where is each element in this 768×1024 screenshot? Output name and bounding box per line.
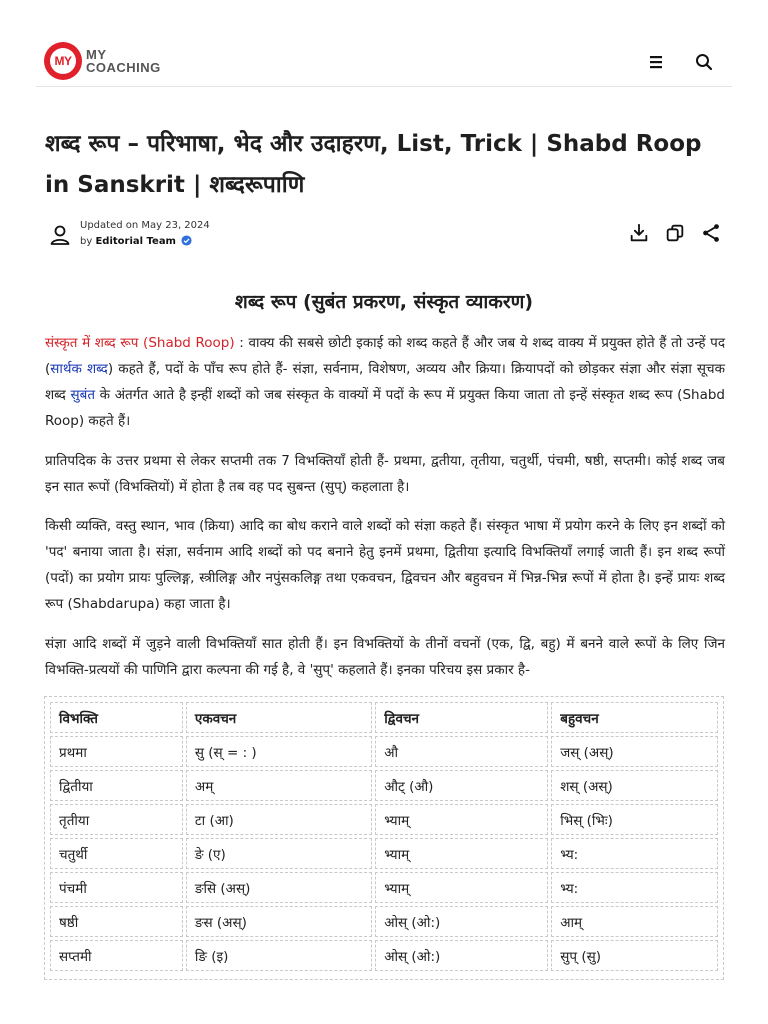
- share-icon[interactable]: [700, 222, 722, 244]
- table-cell: शस् (अस्): [551, 770, 718, 801]
- table-cell: भ्य:: [551, 872, 718, 903]
- search-icon[interactable]: [692, 50, 716, 74]
- table-cell: टा (आ): [186, 804, 372, 835]
- article-meta: [48, 218, 210, 252]
- sup-paragraph: संज्ञा आदि शब्दों में जुड़ने वाली विभक्तियाँ सात होती हैं। इन विभक्तियों के तीनों वचनों (एक, द्वि, बहु) में बनने वाले रूपों के लिए जिन विभक्ति-प्रत्ययों की पाणिनि द्वारा कल्पना की गई है, वे 'सुप्' कहलाते हैं। इनका परिचय इस प्रकार है-: [45, 636, 725, 678]
- author-name[interactable]: Editorial Team: [95, 236, 176, 247]
- table-cell: सु (स् = : ): [186, 736, 372, 767]
- table-cell: भ्याम्: [375, 838, 548, 869]
- table-cell: तृतीया: [50, 804, 183, 835]
- table-cell: सुप् (सु): [551, 940, 718, 971]
- intro-text-b: ) कहते हैं, पदों के पाँच रूप होते हैं- संज्ञा, सर्वनाम, विशेषण, अव्यय और क्रिया। क्रियापदों को छोड़कर संज्ञा और संज्ञा सूचक शब्द: [45, 361, 725, 403]
- section-heading: शब्द रूप (सुबंत प्रकरण, संस्कृत व्याकरण): [234, 291, 534, 313]
- table-row: [50, 838, 718, 869]
- article-actions: [628, 222, 722, 244]
- table-cell: औ: [375, 736, 548, 767]
- table-cell: ओस् (ओ:): [375, 906, 548, 937]
- meta-text: [80, 218, 210, 252]
- table-cell: अम्: [186, 770, 372, 801]
- table-cell: आम्: [551, 906, 718, 937]
- table-cell: सप्तमी: [50, 940, 183, 971]
- logo-line-2: COACHING: [86, 60, 161, 75]
- table-cell: जस् (अस्): [551, 736, 718, 767]
- updated-date: Updated on May 23, 2024: [80, 220, 210, 231]
- table-cell: द्वितीया: [50, 770, 183, 801]
- table-header-row: [50, 702, 718, 733]
- table-row: [50, 736, 718, 767]
- table-row: [50, 804, 718, 835]
- vibhakti-paragraph: प्रातिपदिक के उत्तर प्रथमा से लेकर सप्तमी तक 7 विभक्तियाँ होती हैं- प्रथमा, द्वतीया, तृतीया, चतुर्थी, पंचमी, षष्ठी, सप्तमी। कोई शब्द जब इन सात रूपों (विभक्तियों) में होता है तब वह पद सुबन्त (सुप्) कहलाता है।: [45, 453, 725, 495]
- site-header: [36, 38, 732, 87]
- intro-paragraph: [45, 330, 725, 434]
- link-subant[interactable]: सुबंत: [70, 387, 96, 403]
- table-cell: ङि (इ): [186, 940, 372, 971]
- logo-mark: [44, 42, 82, 80]
- table-row: [50, 872, 718, 903]
- logo-line-1: MY: [86, 47, 107, 62]
- table-header-cell: एकवचन: [186, 702, 372, 733]
- intro-text-a: : वाक्य की सबसे छोटी इकाई को शब्द कहते हैं और जब ये शब्द वाक्य में प्रयुक्त होते हैं तो उन्हें पद (: [45, 335, 726, 377]
- vibhakti-table: [47, 699, 721, 974]
- sangya-paragraph: किसी व्यक्ति, वस्तु स्थान, भाव (क्रिया) आदि का बोध कराने वाले शब्दों को संज्ञा कहते हैं। संस्कृत भाषा में प्रयोग करने के लिए इन शब्दों को 'पद' बनाया जाता है। संज्ञा, सर्वनाम आदि शब्दों को पद बनाने हेतु इनमें प्रथमा, द्वितीया इत्यादि विभक्तियाँ लगाई जाती हैं। इन शब्द रूपों (पदों) का प्रयोग प्रायः पुल्लिङ्ग, स्त्रीलिङ्ग और नपुंसकलिङ्ग तथा एकवचन, द्विवचन और बहुवचन में भिन्न-भिन्न रूपों में होता है। इन्हें प्रायः शब्द रूप (Shabdarupa) कहा जाता है।: [45, 518, 725, 612]
- vibhakti-table-container: [44, 696, 724, 980]
- intro-text-c: के अंतर्गत आते है इन्हीं शब्दों को जब संस्कृत के वाक्यों में पदों के रूप में प्रयुक्त किया जाता तो इन्हें संस्कृत शब्द रूप (Shabd Roop) कहते हैं।: [45, 387, 725, 429]
- download-icon[interactable]: [628, 222, 650, 244]
- menu-icon[interactable]: [644, 50, 668, 74]
- table-cell: भ्याम्: [375, 804, 548, 835]
- table-cell: औट् (औ): [375, 770, 548, 801]
- table-cell: भ्याम्: [375, 872, 548, 903]
- table-cell: ङस (अस्): [186, 906, 372, 937]
- site-logo[interactable]: [44, 42, 161, 80]
- author-line: [80, 234, 210, 252]
- table-header-cell: बहुवचन: [551, 702, 718, 733]
- table-cell: प्रथमा: [50, 736, 183, 767]
- table-cell: ङसि (अस्): [186, 872, 372, 903]
- table-row: [50, 940, 718, 971]
- copy-icon[interactable]: [664, 222, 686, 244]
- logo-mark-text: MY: [50, 48, 76, 74]
- table-row: [50, 770, 718, 801]
- table-cell: पंचमी: [50, 872, 183, 903]
- table-header-cell: विभक्ति: [50, 702, 183, 733]
- table-header-cell: द्विवचन: [375, 702, 548, 733]
- table-cell: ङे (ए): [186, 838, 372, 869]
- verified-badge-icon: [181, 235, 192, 252]
- article-title: शब्द रूप – परिभाषा, भेद और उदाहरण, List, Trick | Shabd Roop in Sanskrit | शब्दरूपाणि: [45, 131, 702, 198]
- table-cell: ओस् (ओ:): [375, 940, 548, 971]
- table-cell: भिस् (भिः): [551, 804, 718, 835]
- table-cell: षष्ठी: [50, 906, 183, 937]
- table-cell: भ्य:: [551, 838, 718, 869]
- logo-text: [86, 48, 161, 74]
- author-avatar-icon: [48, 223, 72, 247]
- link-sarthak-shabd[interactable]: सार्थक शब्द: [50, 361, 108, 377]
- by-label: by: [80, 236, 93, 247]
- header-actions: [644, 50, 716, 74]
- table-row: [50, 906, 718, 937]
- table-cell: चतुर्थी: [50, 838, 183, 869]
- intro-highlight: संस्कृत में शब्द रूप (Shabd Roop): [45, 335, 235, 351]
